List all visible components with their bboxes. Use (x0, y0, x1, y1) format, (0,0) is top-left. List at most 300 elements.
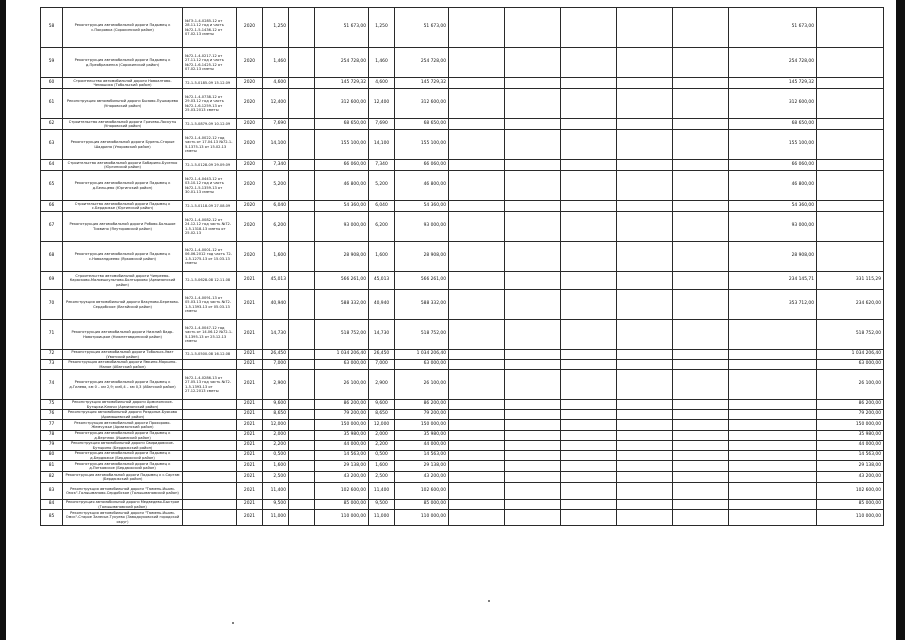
cell-empty (673, 410, 729, 420)
cell-empty (289, 500, 315, 510)
cell-no: 65 (41, 171, 63, 201)
cell-no: 69 (41, 272, 63, 290)
cell-len: 6,040 (263, 201, 289, 212)
cell-empty (617, 360, 673, 370)
cell-len: 26,450 (263, 350, 289, 360)
cell-doc: №72-1-4-0082-12 от 24.12.12 год часть №72-1-5-1318-13 сметы от 25.02.13 (183, 212, 237, 242)
cell-empty (449, 461, 505, 472)
cell-no: 60 (41, 78, 63, 89)
cell-v16 (817, 160, 884, 171)
cell-year: 2020 (237, 201, 263, 212)
cell-cost2: 588 332,00 (395, 290, 449, 320)
cell-empty (673, 420, 729, 431)
cell-empty (617, 8, 673, 48)
cell-no: 81 (41, 461, 63, 472)
cell-empty (673, 171, 729, 201)
cell-v15: 66 060,00 (729, 160, 817, 171)
cell-len2: 14,730 (369, 320, 395, 350)
cell-empty (505, 171, 561, 201)
cell-empty (561, 441, 617, 451)
cell-empty (289, 130, 315, 160)
cell-name: Реконструкция автомобильной дороги Свиридовское-Бутырино (Бердюжский район) (63, 441, 183, 451)
cell-v15 (729, 431, 817, 441)
cell-empty (561, 290, 617, 320)
cell-name: Реконструкция автомобильной дороги Вакуново-Березово-Сердобское (Вагайский район) (63, 290, 183, 320)
table-row (41, 212, 884, 242)
cell-doc: 72-1-5-0128-09 29.09.09 (183, 160, 237, 171)
cell-empty (449, 410, 505, 420)
cell-empty (561, 431, 617, 441)
cell-year: 2020 (237, 78, 263, 89)
cell-cost2: 79 200,00 (395, 410, 449, 420)
cell-cost: 145 729,32 (315, 78, 369, 89)
cell-no: 62 (41, 119, 63, 130)
cell-empty (449, 400, 505, 410)
cell-cost: 14 563,00 (315, 451, 369, 461)
cell-empty (561, 272, 617, 290)
cell-cost2: 145 729,32 (395, 78, 449, 89)
cell-len2: 12,000 (369, 420, 395, 431)
cell-cost2: 63 000,00 (395, 360, 449, 370)
cell-len2: 9,600 (369, 400, 395, 410)
cell-name: Реконструкция автомобильной дороги Падымец к д.Вертлюк (Ишимский район) (63, 431, 183, 441)
cell-doc (183, 360, 237, 370)
cell-empty (449, 272, 505, 290)
cell-cost2: 66 060,00 (395, 160, 449, 171)
cell-empty (449, 130, 505, 160)
cell-doc: 72-1-5-0118-09 27.08.09 (183, 201, 237, 212)
cell-doc (183, 483, 237, 500)
cell-cost: 68 650,00 (315, 119, 369, 130)
cell-empty (617, 212, 673, 242)
cell-cost2: 518 752,00 (395, 320, 449, 350)
cell-cost: 86 200,00 (315, 400, 369, 410)
table-row (41, 171, 884, 201)
cell-cost2: 1 034 206,40 (395, 350, 449, 360)
cell-len2: 2,000 (369, 431, 395, 441)
cell-empty (561, 8, 617, 48)
cell-doc: №72-1-4-0738-12 от 29.03.12 год и часть №72-1-6-1259-13 от 25.03.2013 сметы (183, 89, 237, 119)
cell-empty (561, 420, 617, 431)
cell-len: 14,100 (263, 130, 289, 160)
cell-v16: 14 563,00 (817, 451, 884, 461)
cell-doc (183, 441, 237, 451)
table-row (41, 8, 884, 48)
cell-empty (561, 160, 617, 171)
cell-empty (505, 212, 561, 242)
cell-empty (289, 119, 315, 130)
cell-empty (289, 510, 315, 526)
cell-name: Реконструкция автомобильной дороги Падымец к д.Пятковское (Бердюжский район) (63, 461, 183, 472)
table-row (41, 360, 884, 370)
cell-empty (505, 461, 561, 472)
cell-empty (617, 119, 673, 130)
cell-empty (561, 400, 617, 410)
cell-name: Реконструкция автомобильной дороги Бурень-Старые Шадрина (Упоровский район) (63, 130, 183, 160)
cell-name: Реконструкция автомобильной дороги Нижний Вадр-Новотроицкое (Нижнетавдинский район) (63, 320, 183, 350)
cell-no: 73 (41, 360, 63, 370)
cell-year: 2020 (237, 171, 263, 201)
cell-v16: 86 200,00 (817, 400, 884, 410)
table-row (41, 461, 884, 472)
cell-empty (449, 119, 505, 130)
cell-cost2: 68 650,00 (395, 119, 449, 130)
cell-len2: 7,000 (369, 360, 395, 370)
cell-v16: 102 600,00 (817, 483, 884, 500)
cell-no: 67 (41, 212, 63, 242)
cell-cost: 254 728,00 (315, 48, 369, 78)
cell-empty (617, 441, 673, 451)
cell-len: 7,000 (263, 360, 289, 370)
cell-doc (183, 410, 237, 420)
cell-cost: 35 980,00 (315, 431, 369, 441)
cell-empty (289, 320, 315, 350)
cell-no: 74 (41, 370, 63, 400)
cell-cost: 102 600,00 (315, 483, 369, 500)
cell-doc (183, 461, 237, 472)
cell-empty (449, 320, 505, 350)
cell-year: 2020 (237, 212, 263, 242)
cell-empty (505, 350, 561, 360)
cell-v16: 29 138,00 (817, 461, 884, 472)
cell-v15: 93 000,00 (729, 212, 817, 242)
cell-empty (561, 370, 617, 400)
cell-year: 2020 (237, 89, 263, 119)
cell-v16 (817, 130, 884, 160)
cell-cost2: 93 000,00 (395, 212, 449, 242)
cell-v15: 145 729,32 (729, 78, 817, 89)
cell-v16 (817, 201, 884, 212)
cell-empty (673, 461, 729, 472)
cell-doc (183, 431, 237, 441)
cell-name: Реконструкция автомобильной дороги "Тюмень-Ишим-Омск"-Голышманово-Сердобское (Голышмановский район) (63, 483, 183, 500)
cell-cost: 28 908,00 (315, 242, 369, 272)
table-row (41, 510, 884, 526)
cell-empty (449, 441, 505, 451)
cell-empty (505, 89, 561, 119)
cell-name: Строительство автомобильной дороги Новоалтово-Чемашиха (Тобольский район) (63, 78, 183, 89)
cell-empty (617, 431, 673, 441)
cell-len: 2,000 (263, 431, 289, 441)
cell-doc: №72-1-4-0091-13 от 05.03.13 год часть №72-1-5-1393-13 от 05.03.13 сметы (183, 290, 237, 320)
cell-cost2: 43 200,00 (395, 472, 449, 483)
cell-v15: 51 673,00 (729, 8, 817, 48)
cell-name: Реконструкция автомобильной дороги Падымец к д.Бердюжье (Бердюжский район) (63, 451, 183, 461)
cell-doc: 72-1-5-0879-09 10.12.09 (183, 119, 237, 130)
cell-v15 (729, 400, 817, 410)
cell-len2: 6,200 (369, 212, 395, 242)
cell-doc: №72-1-4-0047-12 год часть от 14.06.12 №72-1-5-1395-13 от 25.12.13 сметы (183, 320, 237, 350)
cell-len2: 2,500 (369, 472, 395, 483)
cell-len2: 5,200 (369, 171, 395, 201)
cell-len2: 45,013 (369, 272, 395, 290)
cell-len: 9,600 (263, 400, 289, 410)
cell-year: 2021 (237, 272, 263, 290)
cell-empty (449, 360, 505, 370)
cell-empty (449, 472, 505, 483)
cell-cost: 518 752,00 (315, 320, 369, 350)
cell-empty (289, 441, 315, 451)
cell-doc (183, 510, 237, 526)
cell-empty (289, 410, 315, 420)
cell-empty (449, 290, 505, 320)
cell-empty (673, 119, 729, 130)
cell-v16: 150 000,00 (817, 420, 884, 431)
cell-empty (505, 483, 561, 500)
table-row (41, 48, 884, 78)
cell-name: Реконструкция автомобильной дороги Падымец к д.Гилева, км 0 – км 2,9; км0,4 – км 0,3 (Абатский район) (63, 370, 183, 400)
cell-no: 84 (41, 500, 63, 510)
cell-empty (289, 212, 315, 242)
cell-v15 (729, 451, 817, 461)
cell-year: 2021 (237, 461, 263, 472)
table-row (41, 130, 884, 160)
cell-v16 (817, 89, 884, 119)
cell-name: Строительство автомобильной дороги Грачево-Лоскуты (Упоровский район) (63, 119, 183, 130)
cell-empty (449, 212, 505, 242)
table-row (41, 431, 884, 441)
cell-year: 2021 (237, 350, 263, 360)
cell-no: 59 (41, 48, 63, 78)
cell-empty (561, 472, 617, 483)
cell-empty (289, 400, 315, 410)
cell-v16 (817, 119, 884, 130)
cell-empty (289, 48, 315, 78)
cell-empty (449, 171, 505, 201)
cell-v16: 110 000,00 (817, 510, 884, 526)
cell-doc: 72-1-5-0628-08 12.11.08 (183, 272, 237, 290)
cell-empty (673, 272, 729, 290)
cell-empty (617, 242, 673, 272)
cell-name: Реконструкция автомобильной дороги Ямкино-Марьино-Малое (Абатский район) (63, 360, 183, 370)
cell-empty (449, 242, 505, 272)
cell-v15 (729, 420, 817, 431)
cell-empty (673, 242, 729, 272)
cell-len2: 11,000 (369, 510, 395, 526)
cell-empty (505, 500, 561, 510)
cell-year: 2021 (237, 370, 263, 400)
cell-empty (673, 431, 729, 441)
cell-v16: 43 200,00 (817, 472, 884, 483)
scan-speck (232, 622, 234, 624)
cell-v15 (729, 410, 817, 420)
cell-cost2: 86 200,00 (395, 400, 449, 410)
cell-cost: 155 100,00 (315, 130, 369, 160)
cell-empty (289, 78, 315, 89)
cell-cost2: 35 980,00 (395, 431, 449, 441)
table-row (41, 78, 884, 89)
cell-empty (505, 78, 561, 89)
cell-name: Реконструкция автомобильной дороги Падымец к с.Новоандреево (Ярковский район) (63, 242, 183, 272)
cell-empty (617, 350, 673, 360)
cell-empty (289, 242, 315, 272)
cell-empty (673, 441, 729, 451)
cell-cost2: 155 100,00 (395, 130, 449, 160)
cell-empty (449, 350, 505, 360)
cell-name: Реконструкция автомобильной дороги Прохорово-Жемчужье (Армизонский район) (63, 420, 183, 431)
cell-empty (617, 510, 673, 526)
cell-len2: 7,340 (369, 160, 395, 171)
cell-empty (289, 461, 315, 472)
cell-empty (561, 483, 617, 500)
cell-empty (449, 201, 505, 212)
cell-empty (617, 370, 673, 400)
cell-no: 85 (41, 510, 63, 526)
cell-empty (673, 510, 729, 526)
cell-name: Строительство автомобильной дороги Бабарино-Бусенко (Юргинский район) (63, 160, 183, 171)
cell-cost: 54 360,00 (315, 201, 369, 212)
cell-year: 2021 (237, 500, 263, 510)
cell-year: 2020 (237, 130, 263, 160)
cell-year: 2021 (237, 400, 263, 410)
cell-len2: 14,100 (369, 130, 395, 160)
cell-empty (617, 130, 673, 160)
cell-v16 (817, 212, 884, 242)
cell-no: 61 (41, 89, 63, 119)
cell-len: 1,250 (263, 8, 289, 48)
cell-v15 (729, 441, 817, 451)
cell-v16 (817, 8, 884, 48)
cell-year: 2020 (237, 242, 263, 272)
cell-cost2: 254 728,00 (395, 48, 449, 78)
table-row (41, 119, 884, 130)
cell-v16: 85 000,00 (817, 500, 884, 510)
cell-doc (183, 420, 237, 431)
cell-name: Реконструкция автомобильной дороги Раздолье-Буяково (Аромашевский район) (63, 410, 183, 420)
cell-doc (183, 451, 237, 461)
cell-v15: 28 908,00 (729, 242, 817, 272)
cell-empty (673, 160, 729, 171)
cell-cost: 51 673,00 (315, 8, 369, 48)
cell-v15 (729, 360, 817, 370)
cell-no: 76 (41, 410, 63, 420)
cell-empty (617, 78, 673, 89)
cell-cost: 150 000,00 (315, 420, 369, 431)
table-body (41, 8, 884, 526)
cell-empty (673, 360, 729, 370)
cell-v15: 54 360,00 (729, 201, 817, 212)
cell-cost2: 51 673,00 (395, 8, 449, 48)
cell-year: 2021 (237, 360, 263, 370)
cell-empty (289, 483, 315, 500)
table-row (41, 451, 884, 461)
table-row (41, 320, 884, 350)
cell-v16 (817, 78, 884, 89)
cell-name: Реконструкция автомобильной дороги Падымец к с.Покровка (Сорокинский район) (63, 8, 183, 48)
cell-empty (617, 171, 673, 201)
cell-no: 64 (41, 160, 63, 171)
cell-v15: 353 712,00 (729, 290, 817, 320)
cell-cost: 66 060,00 (315, 160, 369, 171)
cell-v15: 68 650,00 (729, 119, 817, 130)
cell-len: 7,340 (263, 160, 289, 171)
cell-len2: 6,040 (369, 201, 395, 212)
cell-empty (289, 8, 315, 48)
cell-len2: 1,460 (369, 48, 395, 78)
table-row (41, 350, 884, 360)
cell-empty (617, 451, 673, 461)
cell-empty (673, 78, 729, 89)
cell-cost: 43 200,00 (315, 472, 369, 483)
cell-v16: 35 980,00 (817, 431, 884, 441)
cell-len2: 8,650 (369, 410, 395, 420)
cell-doc: №72-1-4-0217-12 от 27.11.12 год и часть №72-1-6-1425-12 от 07.02.13 сметы (183, 48, 237, 78)
cell-empty (561, 130, 617, 160)
cell-v15 (729, 461, 817, 472)
cell-v15: 155 100,00 (729, 130, 817, 160)
cell-empty (289, 201, 315, 212)
cell-cost2: 566 261,00 (395, 272, 449, 290)
cell-name: Реконструкция автомобильной дороги Армизонское-Бутырки-Ключи (Армизонский район) (63, 400, 183, 410)
cell-empty (505, 410, 561, 420)
cell-doc (183, 500, 237, 510)
cell-empty (449, 8, 505, 48)
cell-cost: 46 800,00 (315, 171, 369, 201)
cell-empty (505, 130, 561, 160)
cell-len2: 40,940 (369, 290, 395, 320)
cell-empty (673, 130, 729, 160)
cell-name: Реконструкция автомобильной дороги Рябово-Большое Тихвино (Ялуторовский район) (63, 212, 183, 242)
cell-len: 12,400 (263, 89, 289, 119)
cell-cost: 85 000,00 (315, 500, 369, 510)
cell-empty (561, 320, 617, 350)
cell-cost: 566 261,00 (315, 272, 369, 290)
cell-v16: 331 115,29 (817, 272, 884, 290)
table-row (41, 500, 884, 510)
cell-empty (561, 201, 617, 212)
cell-empty (617, 472, 673, 483)
cell-empty (289, 370, 315, 400)
cell-no: 58 (41, 8, 63, 48)
cell-empty (505, 360, 561, 370)
cell-name: Строительство автомобильной дороги Падымец к с.Бердюжье (Юргинский район) (63, 201, 183, 212)
cell-v15 (729, 500, 817, 510)
cell-len2: 2,200 (369, 441, 395, 451)
cell-empty (617, 272, 673, 290)
cell-no: 72 (41, 350, 63, 360)
cell-doc: 72-1-5-0500-08 16.12.08 (183, 350, 237, 360)
cell-doc: №ГЭ-1-4-0285-12 от 28.11.12 год и часть №72-1-5-1436-12 от 07.02.13 сметы (183, 8, 237, 48)
table-row (41, 472, 884, 483)
cell-v16: 234 620,00 (817, 290, 884, 320)
table-row (41, 370, 884, 400)
cell-len: 1,600 (263, 242, 289, 272)
cell-len: 2,500 (263, 472, 289, 483)
cell-cost: 29 138,00 (315, 461, 369, 472)
cell-v16: 518 752,00 (817, 320, 884, 350)
cell-no: 78 (41, 431, 63, 441)
cell-v15 (729, 510, 817, 526)
table-row (41, 483, 884, 500)
cell-empty (673, 472, 729, 483)
cell-len: 11,000 (263, 510, 289, 526)
cell-year: 2020 (237, 48, 263, 78)
cell-empty (561, 119, 617, 130)
cell-v16 (817, 48, 884, 78)
cell-empty (617, 201, 673, 212)
cell-cost: 63 000,00 (315, 360, 369, 370)
cell-empty (673, 201, 729, 212)
cell-v15: 254 728,00 (729, 48, 817, 78)
cell-cost: 1 034 206,40 (315, 350, 369, 360)
cell-empty (505, 48, 561, 78)
cell-empty (505, 431, 561, 441)
cell-cost2: 110 000,00 (395, 510, 449, 526)
cell-no: 83 (41, 483, 63, 500)
table-row (41, 89, 884, 119)
cell-empty (505, 160, 561, 171)
cell-len: 4,600 (263, 78, 289, 89)
